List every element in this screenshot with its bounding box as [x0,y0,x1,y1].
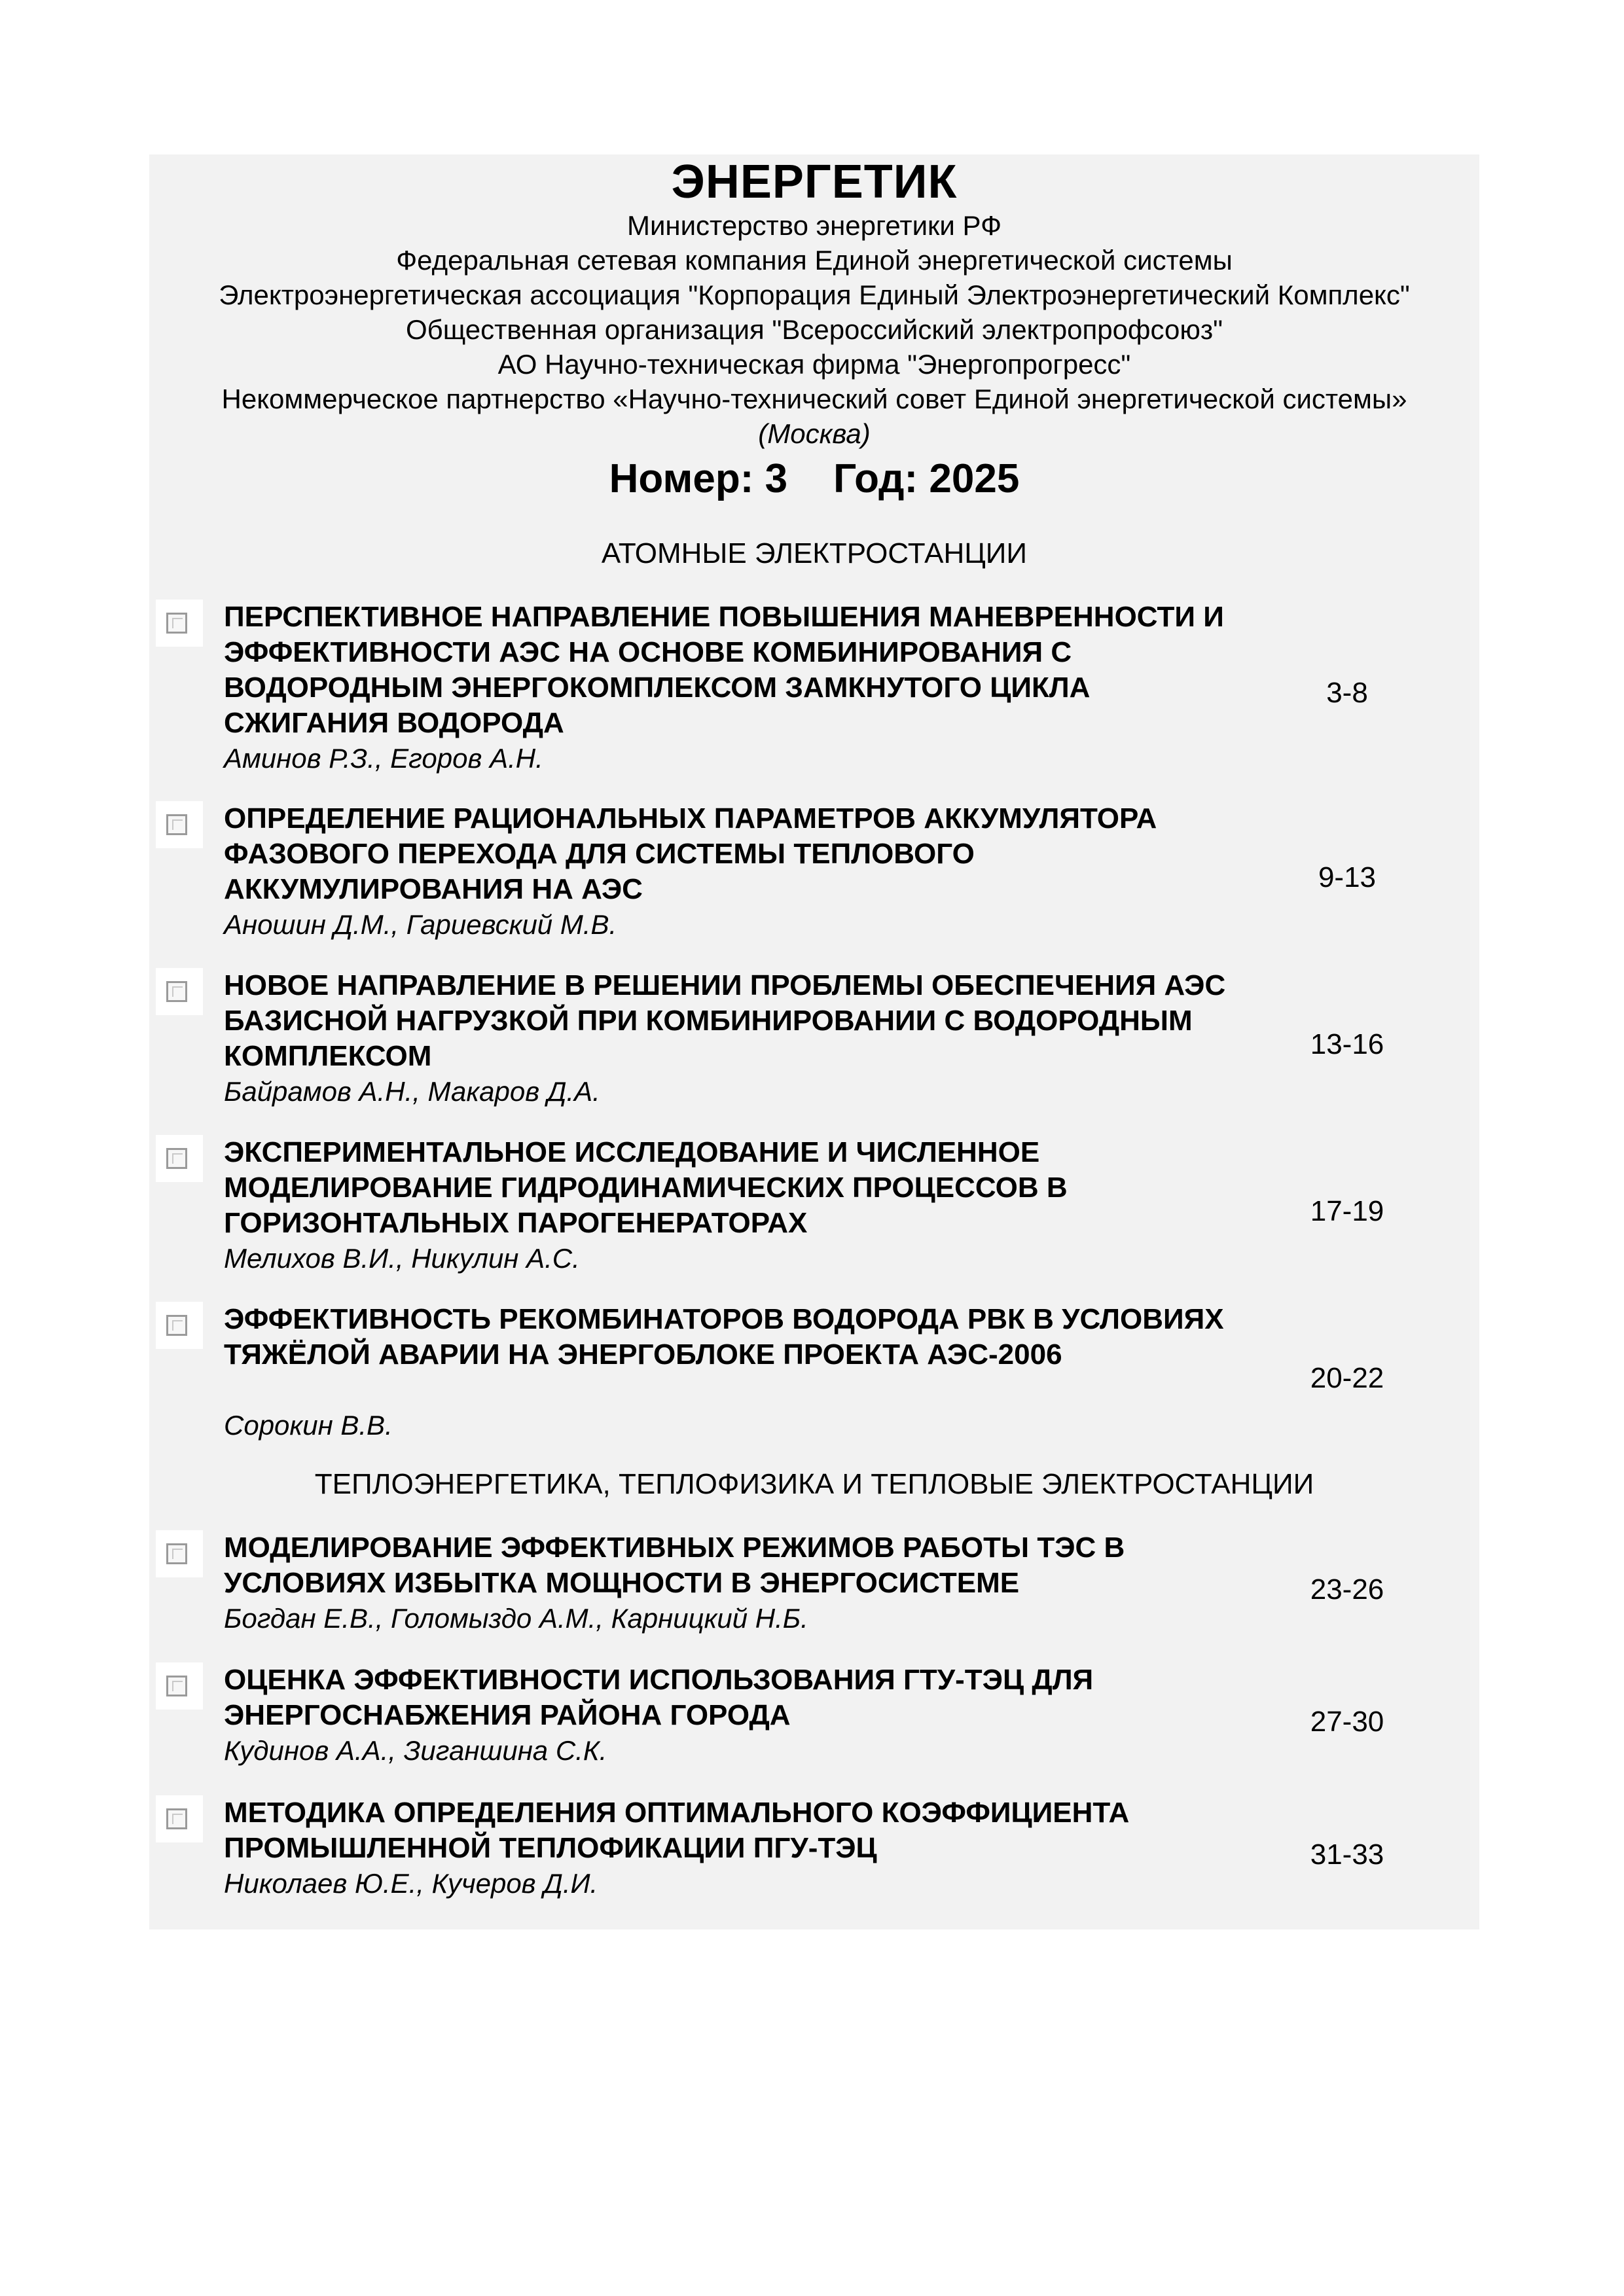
publisher-line: АО Научно-техническая фирма "Энергопрогресс" [497,349,1131,380]
section-title: АТОМНЫЕ ЭЛЕКТРОСТАНЦИИ [601,537,1028,569]
publisher-line: Электроэнергетическая ассоциация "Корпорация Единый Электроэнергетический Комплекс" [219,279,1410,310]
article-pages: 9-13 [1318,861,1377,893]
article-authors: Кудинов А.А., Зиганшина С.К. [224,1735,607,1766]
section-title: ТЕПЛОЭНЕРГЕТИКА, ТЕПЛОФИЗИКА И ТЕПЛОВЫЕ ЭЛЕКТРОСТАНЦИИ [314,1468,1314,1500]
article-pages: 3-8 [1326,677,1368,709]
publisher-line: Общественная организация "Всероссийский электропрофсоюз" [405,314,1223,345]
issue-year: Год: 2025 [833,456,1020,501]
article-authors: Богдан Е.В., Голомыздо А.М., Карницкий Н.Б. [224,1603,808,1634]
article-authors: Аношин Д.М., Гариевский М.В. [224,909,617,940]
select-article-checkbox[interactable] [156,1135,203,1182]
issue-number: Номер: 3 [609,456,788,501]
select-article-checkbox[interactable] [156,1795,203,1842]
article-title[interactable]: ЭФФЕКТИВНОСТЬ РЕКОМБИНАТОРОВ ВОДОРОДА РВК В УСЛОВИЯХ ТЯЖЁЛОЙ АВАРИИ НА ЭНЕРГОБЛОКЕ ПРОЕКТА АЭС-2006 [224,1303,1224,1371]
publisher-city: (Москва) [758,418,871,449]
select-article-checkbox[interactable] [156,600,203,647]
checkbox-icon [166,814,187,835]
select-article-checkbox[interactable] [156,1302,203,1349]
article-pages: 13-16 [1310,1028,1384,1060]
article-pages: 31-33 [1310,1839,1384,1871]
checkbox-icon [166,613,187,634]
article-title[interactable]: НОВОЕ НАПРАВЛЕНИЕ В РЕШЕНИИ ПРОБЛЕМЫ ОБЕСПЕЧЕНИЯ АЭС БАЗИСНОЙ НАГРУЗКОЙ ПРИ КОМБИНИРОВАНИИ С ВОДОРОДНЫМ КОМПЛЕКСОМ [224,969,1226,1072]
select-article-checkbox[interactable] [156,1530,203,1577]
checkbox-icon [166,1676,187,1696]
article-title[interactable]: ЭКСПЕРИМЕНТАЛЬНОЕ ИССЛЕДОВАНИЕ И ЧИСЛЕННОЕ МОДЕЛИРОВАНИЕ ГИДРОДИНАМИЧЕСКИХ ПРОЦЕССОВ В ГОРИЗОНТАЛЬНЫХ ПАРОГЕНЕРАТОРАХ [224,1136,1068,1239]
journal-title: ЭНЕРГЕТИК [671,156,958,208]
publisher-line: Некоммерческое партнерство «Научно-технический совет Единой энергетической системы» [221,384,1407,414]
article-title[interactable]: ОЦЕНКА ЭФФЕКТИВНОСТИ ИСПОЛЬЗОВАНИЯ ГТУ-ТЭЦ ДЛЯ ЭНЕРГОСНАБЖЕНИЯ РАЙОНА ГОРОДА [224,1664,1094,1731]
checkbox-icon [166,1315,187,1336]
checkbox-icon [166,1808,187,1829]
article-title[interactable]: МОДЕЛИРОВАНИЕ ЭФФЕКТИВНЫХ РЕЖИМОВ РАБОТЫ ТЭС В УСЛОВИЯХ ИЗБЫТКА МОЩНОСТИ В ЭНЕРГОСИСТЕМЕ [224,1532,1125,1599]
article-authors: Николаев Ю.Е., Кучеров Д.И. [224,1868,598,1899]
article-title[interactable]: ОПРЕДЕЛЕНИЕ РАЦИОНАЛЬНЫХ ПАРАМЕТРОВ АККУМУЛЯТОРА ФАЗОВОГО ПЕРЕХОДА ДЛЯ СИСТЕМЫ ТЕПЛОВОГО АККУМУЛИРОВАНИЯ НА АЭС [224,802,1157,905]
article-title[interactable]: МЕТОДИКА ОПРЕДЕЛЕНИЯ ОПТИМАЛЬНОГО КОЭФФИЦИЕНТА ПРОМЫШЛЕННОЙ ТЕПЛОФИКАЦИИ ПГУ-ТЭЦ [224,1797,1130,1864]
article-title[interactable]: ПЕРСПЕКТИВНОЕ НАПРАВЛЕНИЕ ПОВЫШЕНИЯ МАНЕВРЕННОСТИ И ЭФФЕКТИВНОСТИ АЭС НА ОСНОВЕ КОМБИНИРОВАНИЯ С ВОДОРОДНЫМ ЭНЕРГОКОМПЛЕКСОМ ЗАМКНУТОГО ЦИКЛА СЖИГАНИЯ ВОДОРОДА [224,601,1224,739]
article-pages: 20-22 [1310,1362,1384,1394]
publisher-line: Федеральная сетевая компания Единой энергетической системы [396,245,1233,276]
article-pages: 23-26 [1310,1573,1384,1605]
checkbox-icon [166,1148,187,1169]
article-pages: 17-19 [1310,1195,1384,1227]
select-article-checkbox[interactable] [156,968,203,1015]
article-authors: Мелихов В.И., Никулин А.С. [224,1243,580,1274]
article-authors: Аминов Р.З., Егоров А.Н. [224,743,543,774]
publisher-line: Министерство энергетики РФ [626,210,1002,241]
journal-header [149,154,1479,451]
issue-info [149,453,1479,505]
select-article-checkbox[interactable] [156,1662,203,1710]
checkbox-icon [166,981,187,1002]
article-pages: 27-30 [1310,1706,1384,1738]
article-authors: Сорокин В.В. [224,1410,393,1441]
checkbox-icon [166,1543,187,1564]
select-article-checkbox[interactable] [156,801,203,848]
article-authors: Байрамов А.Н., Макаров Д.А. [224,1076,600,1107]
